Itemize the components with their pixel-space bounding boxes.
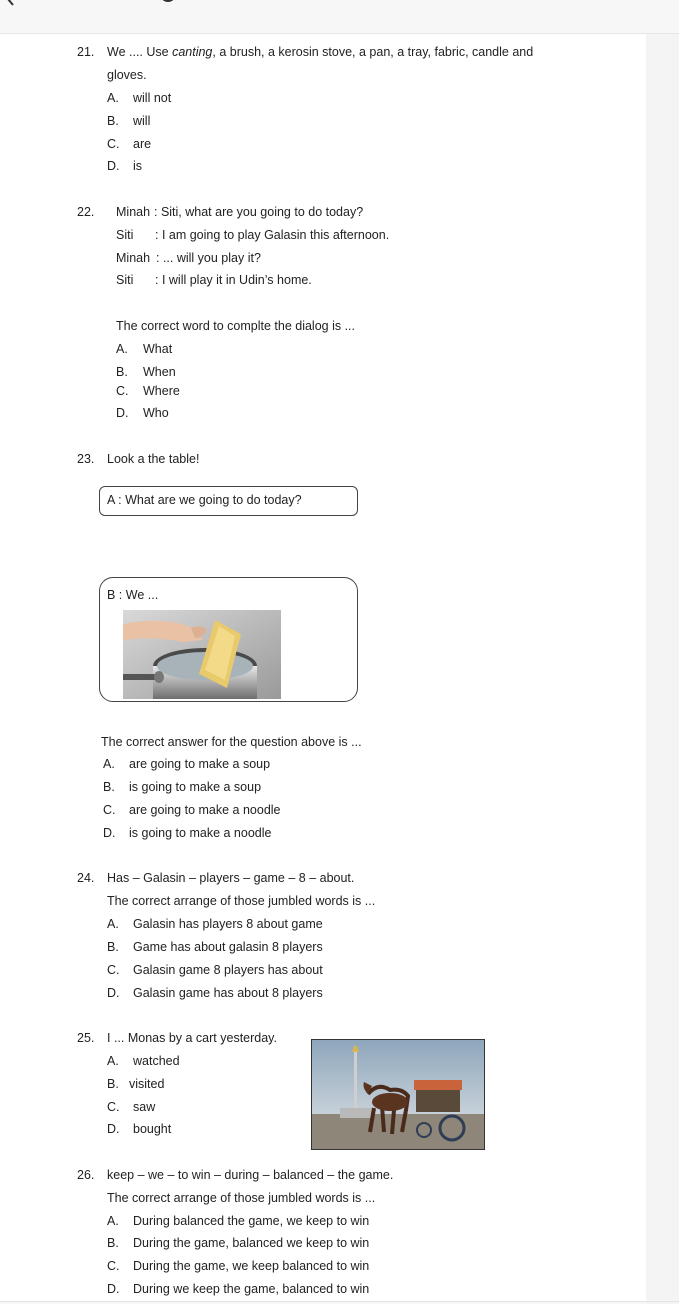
option-c: are: [133, 137, 152, 151]
option-letter: B.: [107, 1077, 119, 1091]
option-d: During we keep the game, balanced to win: [133, 1282, 370, 1296]
dialog-box-a: [99, 486, 358, 516]
option-letter: A.: [107, 91, 119, 105]
question-number: 25.: [77, 1031, 95, 1045]
dialog-box-a-text: A : What are we going to do today?: [107, 493, 302, 507]
option-letter: C.: [107, 1100, 120, 1114]
option-letter: C.: [107, 963, 120, 977]
dialog-box-b-text: B : We ...: [107, 588, 159, 602]
top-toolbar: [0, 0, 679, 34]
question-number: 21.: [77, 45, 95, 59]
option-letter: C.: [103, 803, 116, 817]
option-c: are going to make a noodle: [129, 803, 281, 817]
question-stem: I ... Monas by a cart yesterday.: [107, 1031, 277, 1045]
option-b: visited: [129, 1077, 165, 1091]
loading-spinner-icon: [158, 0, 178, 4]
question-prompt: The correct arrange of those jumbled words is ...: [107, 1191, 376, 1205]
page-margin: [646, 34, 679, 1304]
option-letter: A.: [103, 757, 115, 771]
option-letter: B.: [107, 1236, 119, 1250]
dialog-speaker: Siti: [116, 228, 134, 242]
question-number: 22.: [77, 205, 95, 219]
option-b: During the game, balanced we keep to win: [133, 1236, 370, 1250]
option-letter: B.: [103, 780, 115, 794]
dialog-line: : I will play it in Udin’s home.: [155, 273, 312, 287]
option-d: Who: [143, 406, 169, 420]
option-letter: A.: [107, 1214, 119, 1228]
option-letter: D.: [107, 1282, 120, 1296]
option-letter: B.: [107, 940, 119, 954]
jumbled-words: keep – we – to win – during – balanced – the game.: [107, 1168, 394, 1182]
page-divider: [0, 1301, 679, 1302]
option-letter: A.: [107, 1054, 119, 1068]
option-letter: D.: [107, 1122, 120, 1136]
dialog-speaker: Minah: [116, 251, 151, 265]
option-letter: A.: [116, 342, 128, 356]
option-a: will not: [133, 91, 172, 105]
dialog-box-b: [99, 577, 358, 702]
dialog-speaker: Siti: [116, 273, 134, 287]
question-prompt: The correct answer for the question above is ...: [101, 735, 362, 749]
back-arrow-icon[interactable]: [4, 0, 18, 6]
option-a: What: [143, 342, 173, 356]
option-letter: D.: [107, 159, 120, 173]
option-d: is going to make a noodle: [129, 826, 272, 840]
option-a: During balanced the game, we keep to win: [133, 1214, 370, 1228]
option-a: watched: [133, 1054, 180, 1068]
question-stem: We .... Use canting, a brush, a kerosin stove, a pan, a tray, fabric, candle and: [107, 45, 534, 59]
option-d: bought: [133, 1122, 172, 1136]
option-d: Galasin game has about 8 players: [133, 986, 323, 1000]
jumbled-words: Has – Galasin – players – game – 8 – about.: [107, 871, 355, 885]
option-letter: D.: [103, 826, 116, 840]
option-a: are going to make a soup: [129, 757, 271, 771]
dialog-line: : I am going to play Galasin this afternoon.: [155, 228, 390, 242]
question-prompt: The correct word to complte the dialog is ...: [116, 319, 355, 333]
option-b: is going to make a soup: [129, 780, 262, 794]
option-letter: C.: [107, 137, 120, 151]
option-c: saw: [133, 1100, 156, 1114]
option-letter: B.: [116, 365, 128, 379]
option-letter: B.: [107, 114, 119, 128]
question-number: 23.: [77, 452, 95, 466]
option-letter: D.: [107, 986, 120, 1000]
option-letter: D.: [116, 406, 129, 420]
question-prompt: The correct arrange of those jumbled words is ...: [107, 894, 376, 908]
option-letter: A.: [107, 917, 119, 931]
question-number: 26.: [77, 1168, 95, 1182]
option-c: Where: [143, 384, 180, 398]
option-d: is: [133, 159, 143, 173]
option-b: Game has about galasin 8 players: [133, 940, 323, 954]
option-a: Galasin has players 8 about game: [133, 917, 323, 931]
monas-cart-image: [311, 1039, 485, 1150]
question-stem-continued: gloves.: [107, 68, 147, 82]
dialog-line: : Siti, what are you going to do today?: [154, 205, 364, 219]
question-number: 24.: [77, 871, 95, 885]
option-letter: C.: [116, 384, 129, 398]
option-b: will: [133, 114, 151, 128]
option-c: Galasin game 8 players has about: [133, 963, 323, 977]
option-letter: C.: [107, 1259, 120, 1273]
noodle-pot-image: [123, 610, 281, 699]
option-c: During the game, we keep balanced to win: [133, 1259, 370, 1273]
dialog-speaker: Minah: [116, 205, 151, 219]
dialog-line: : ... will you play it?: [156, 251, 261, 265]
question-intro: Look a the table!: [107, 452, 200, 466]
option-b: When: [143, 365, 176, 379]
